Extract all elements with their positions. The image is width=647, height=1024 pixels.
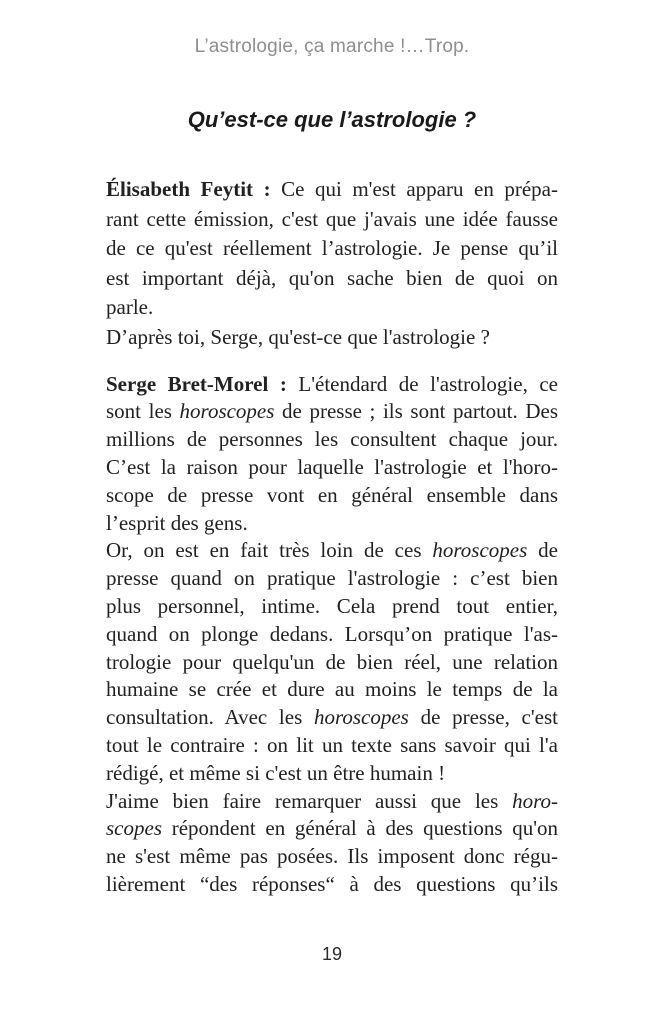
text-run: presse quand on pratique l'astrologie : c’est bien bbox=[106, 566, 558, 591]
paragraph-serge bbox=[106, 371, 558, 899]
text-run: de ce qu'est réellement l’astrologie. Je pense qu’il bbox=[106, 236, 558, 261]
text-run: horoscopes bbox=[179, 399, 275, 424]
text-run: D’après toi, Serge, qu'est-ce que l'astrologie ? bbox=[106, 324, 490, 349]
text-line bbox=[106, 760, 558, 788]
text-run: parle. bbox=[106, 295, 154, 320]
text-run: de presse ; ils sont partout. Des bbox=[274, 399, 559, 424]
text-line bbox=[106, 426, 558, 454]
text-run: tout le contraire : on lit un texte sans savoir qui l'a bbox=[106, 732, 558, 757]
text-run: lièrement “des réponses“ à des questions qu’ils bbox=[106, 871, 558, 896]
text-run: de presse, c'est bbox=[408, 705, 558, 730]
text-run: consultation. Avec les bbox=[106, 705, 314, 730]
text-line bbox=[106, 482, 558, 510]
text-line bbox=[106, 815, 558, 843]
text-run: rant cette émission, c'est que j'avais une idée fausse bbox=[106, 206, 558, 231]
text-run: Or, on est en fait très loin de ces bbox=[106, 538, 433, 563]
text-line bbox=[106, 398, 558, 426]
body-text bbox=[106, 175, 558, 899]
text-run: est important déjà, qu'on sache bien de quoi on bbox=[106, 265, 558, 290]
text-line bbox=[106, 454, 558, 482]
text-run: plus personnel, intime. Cela prend tout entier, bbox=[106, 593, 558, 618]
text-line bbox=[106, 175, 558, 205]
text-run: quand on plonge dedans. Lorsqu’on pratique l'as- bbox=[106, 621, 558, 646]
text-run: horo- bbox=[512, 788, 558, 813]
text-line bbox=[106, 293, 558, 323]
speaker-name: Élisabeth Feytit : bbox=[106, 177, 271, 201]
text-run: rédigé, et même si c'est un être humain ! bbox=[106, 760, 446, 785]
text-line bbox=[106, 264, 558, 294]
text-line bbox=[106, 732, 558, 760]
text-line bbox=[106, 371, 558, 399]
text-line bbox=[106, 205, 558, 235]
text-run: scopes bbox=[106, 816, 162, 841]
text-run: de bbox=[527, 538, 558, 563]
text-run: C’est la raison pour laquelle l'astrologie et l'horo- bbox=[106, 454, 558, 479]
text-run: trologie pour quelqu'un de bien réel, une relation bbox=[106, 649, 558, 674]
text-run: humaine se crée et dure au moins le temps de la bbox=[106, 677, 558, 702]
text-line bbox=[106, 537, 558, 565]
text-line bbox=[106, 510, 558, 538]
text-line bbox=[106, 323, 558, 353]
running-header: L’astrologie, ça marche !…Trop. bbox=[194, 36, 470, 57]
text-line bbox=[106, 593, 558, 621]
text-line bbox=[106, 843, 558, 871]
text-run: Ce qui m'est apparu en prépa- bbox=[270, 177, 558, 201]
text-run: horoscopes bbox=[432, 538, 528, 563]
text-run: millions de personnes les consultent chaque jour. bbox=[106, 427, 558, 452]
text-run: scope de presse vont en général ensemble dans bbox=[106, 482, 558, 507]
text-line bbox=[106, 704, 558, 732]
page-number: 19 bbox=[321, 944, 343, 964]
text-line bbox=[106, 676, 558, 704]
speaker-name: Serge Bret-Morel : bbox=[106, 371, 287, 396]
text-run: sont les bbox=[106, 399, 180, 424]
chapter-title: Qu’est-ce que l’astrologie ? bbox=[187, 107, 477, 132]
text-run: horoscopes bbox=[313, 705, 409, 730]
text-line bbox=[106, 871, 558, 899]
text-line bbox=[106, 621, 558, 649]
text-line bbox=[106, 565, 558, 593]
text-run: ne s'est même pas posées. Ils imposent donc régu- bbox=[106, 844, 558, 869]
text-line bbox=[106, 649, 558, 677]
text-run: répondent en général à des questions qu'on bbox=[162, 816, 558, 841]
text-run: J'aime bien faire remarquer aussi que les bbox=[106, 788, 513, 813]
text-line bbox=[106, 234, 558, 264]
paragraph-elisabeth bbox=[106, 175, 558, 353]
text-run: L'étendard de l'astrologie, ce bbox=[286, 371, 558, 396]
text-line bbox=[106, 788, 558, 816]
text-run: l’esprit des gens. bbox=[106, 510, 248, 535]
